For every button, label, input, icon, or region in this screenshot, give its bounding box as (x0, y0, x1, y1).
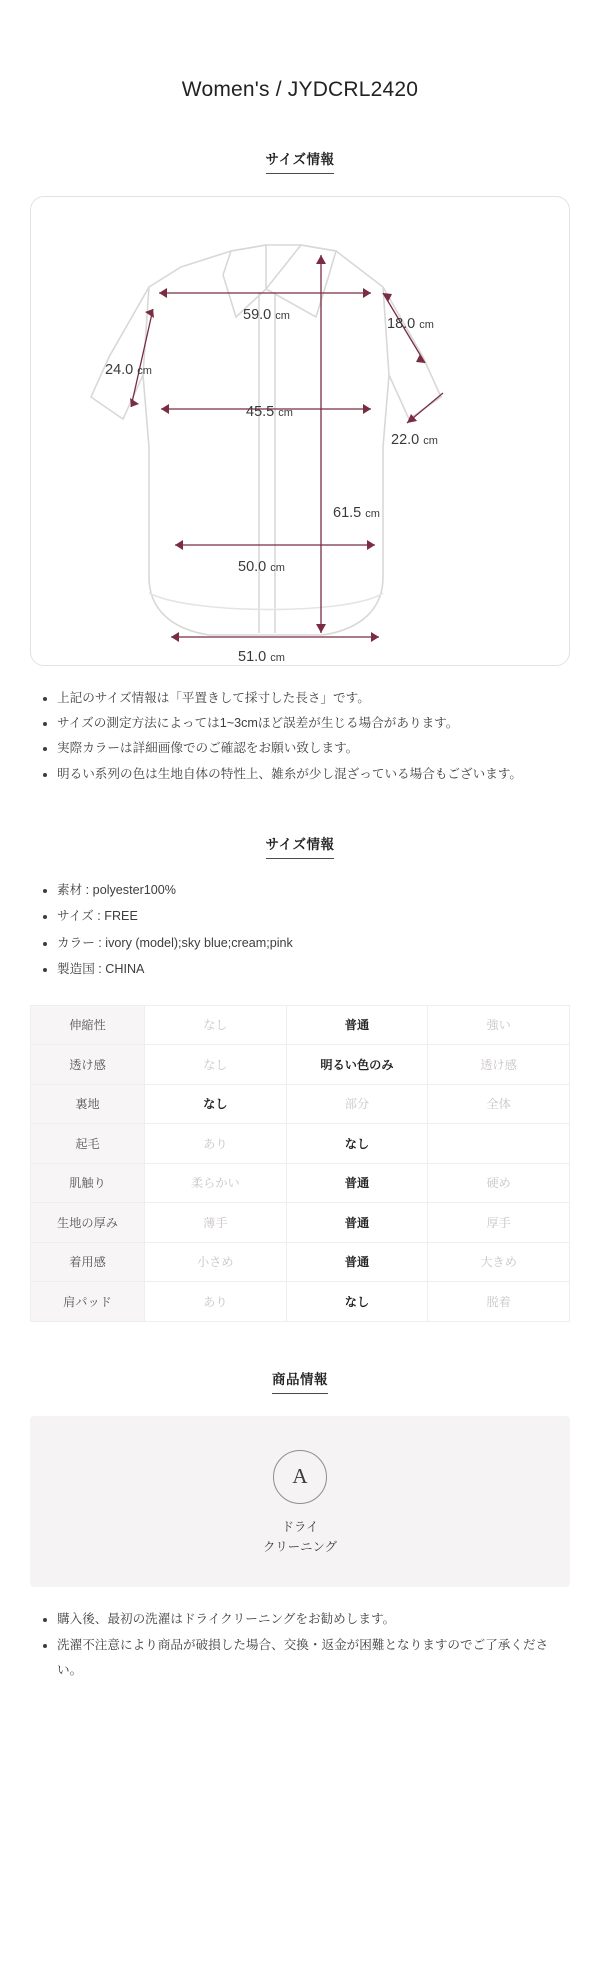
attr-option-selected: なし (145, 1084, 287, 1124)
table-row (31, 1282, 570, 1322)
bottom-spacer (30, 1683, 570, 1713)
attr-option-selected: なし (286, 1282, 428, 1322)
list-item: サイズ : FREE (40, 903, 564, 929)
table-row (31, 1203, 570, 1243)
garment-outline (91, 245, 441, 635)
size-notes-list (30, 686, 570, 787)
attr-option: 小さめ (145, 1242, 287, 1282)
list-item: 実際カラーは詳細画像でのご確認をお願い致します。 (40, 736, 564, 761)
table-row (31, 1163, 570, 1203)
spec-info-heading-label: サイズ情報 (266, 833, 335, 859)
list-item: 明るい系列の色は生地自体の特性上、雑糸が少し混ざっている場合もございます。 (40, 762, 564, 787)
product-info-heading (30, 1368, 570, 1394)
attr-option: 厚手 (428, 1203, 570, 1243)
table-row (31, 1045, 570, 1085)
attr-label: 肌触り (31, 1163, 145, 1203)
attr-label: 生地の厚み (31, 1203, 145, 1243)
attr-option: 柔らかい (145, 1163, 287, 1203)
size-info-heading-label: サイズ情報 (266, 148, 335, 174)
table-row (31, 1005, 570, 1045)
table-row (31, 1124, 570, 1164)
table-row (31, 1084, 570, 1124)
attr-option (428, 1124, 570, 1164)
attributes-table (30, 1005, 570, 1322)
attr-option-selected: 普通 (286, 1203, 428, 1243)
attr-label: 裏地 (31, 1084, 145, 1124)
attr-option-selected: 明るい色のみ (286, 1045, 428, 1085)
attr-label: 起毛 (31, 1124, 145, 1164)
label-waist-width: 50.0 cm (238, 559, 285, 575)
attr-option: なし (145, 1005, 287, 1045)
attr-option: 脱着 (428, 1282, 570, 1322)
list-item: カラー : ivory (model);sky blue;cream;pink (40, 930, 564, 956)
attr-label: 着用感 (31, 1242, 145, 1282)
label-hem-width: 51.0 cm (238, 649, 285, 665)
page-title: Women's / JYDCRL2420 (181, 78, 419, 101)
attr-option: 全体 (428, 1084, 570, 1124)
size-diagram (30, 196, 570, 666)
attr-option: 硬め (428, 1163, 570, 1203)
label-armhole: 24.0 cm (105, 362, 152, 378)
attr-option: あり (145, 1282, 287, 1322)
label-chest-width: 45.5 cm (246, 404, 293, 420)
product-info-heading-label: 商品情報 (272, 1368, 328, 1394)
attr-option-selected: 普通 (286, 1005, 428, 1045)
care-notes-list (30, 1607, 570, 1683)
attr-option: 強い (428, 1005, 570, 1045)
attr-option-selected: 普通 (286, 1163, 428, 1203)
attr-option: 薄手 (145, 1203, 287, 1243)
care-label (30, 1517, 570, 1558)
list-item: 洗濯不注意により商品が破損した場合、交換・返金が困難となりますのでご了承ください。 (40, 1633, 564, 1683)
list-item: サイズの測定方法によっては1~3cmほど誤差が生じる場合があります。 (40, 711, 564, 736)
attr-option: 透け感 (428, 1045, 570, 1085)
care-label-line1: ドライ (281, 1519, 319, 1534)
attr-option-selected: なし (286, 1124, 428, 1164)
list-item: 素材 : polyester100% (40, 877, 564, 903)
dry-clean-symbol: A (292, 1464, 308, 1488)
attr-option: なし (145, 1045, 287, 1085)
label-sleeve-length: 18.0 cm (387, 316, 434, 332)
attr-label: 伸縮性 (31, 1005, 145, 1045)
attr-option-selected: 普通 (286, 1242, 428, 1282)
care-label-line2: クリーニング (262, 1539, 338, 1554)
label-shoulder-width: 59.0 cm (243, 307, 290, 323)
label-total-length: 61.5 cm (333, 505, 380, 521)
attr-label: 肩パッド (31, 1282, 145, 1322)
label-sleeve-opening: 22.0 cm (391, 432, 438, 448)
table-row (31, 1242, 570, 1282)
list-item: 上記のサイズ情報は「平置きして採寸した長さ」です。 (40, 686, 564, 711)
list-item: 製造国 : CHINA (40, 956, 564, 982)
attr-option: 部分 (286, 1084, 428, 1124)
dry-clean-icon (273, 1450, 327, 1504)
attr-option: あり (145, 1124, 287, 1164)
attr-label: 透け感 (31, 1045, 145, 1085)
care-instructions-box (30, 1416, 570, 1588)
size-info-heading (30, 148, 570, 174)
attr-option: 大きめ (428, 1242, 570, 1282)
spec-info-heading (30, 833, 570, 859)
spec-list (30, 877, 570, 983)
list-item: 購入後、最初の洗濯はドライクリーニングをお勧めします。 (40, 1607, 564, 1632)
